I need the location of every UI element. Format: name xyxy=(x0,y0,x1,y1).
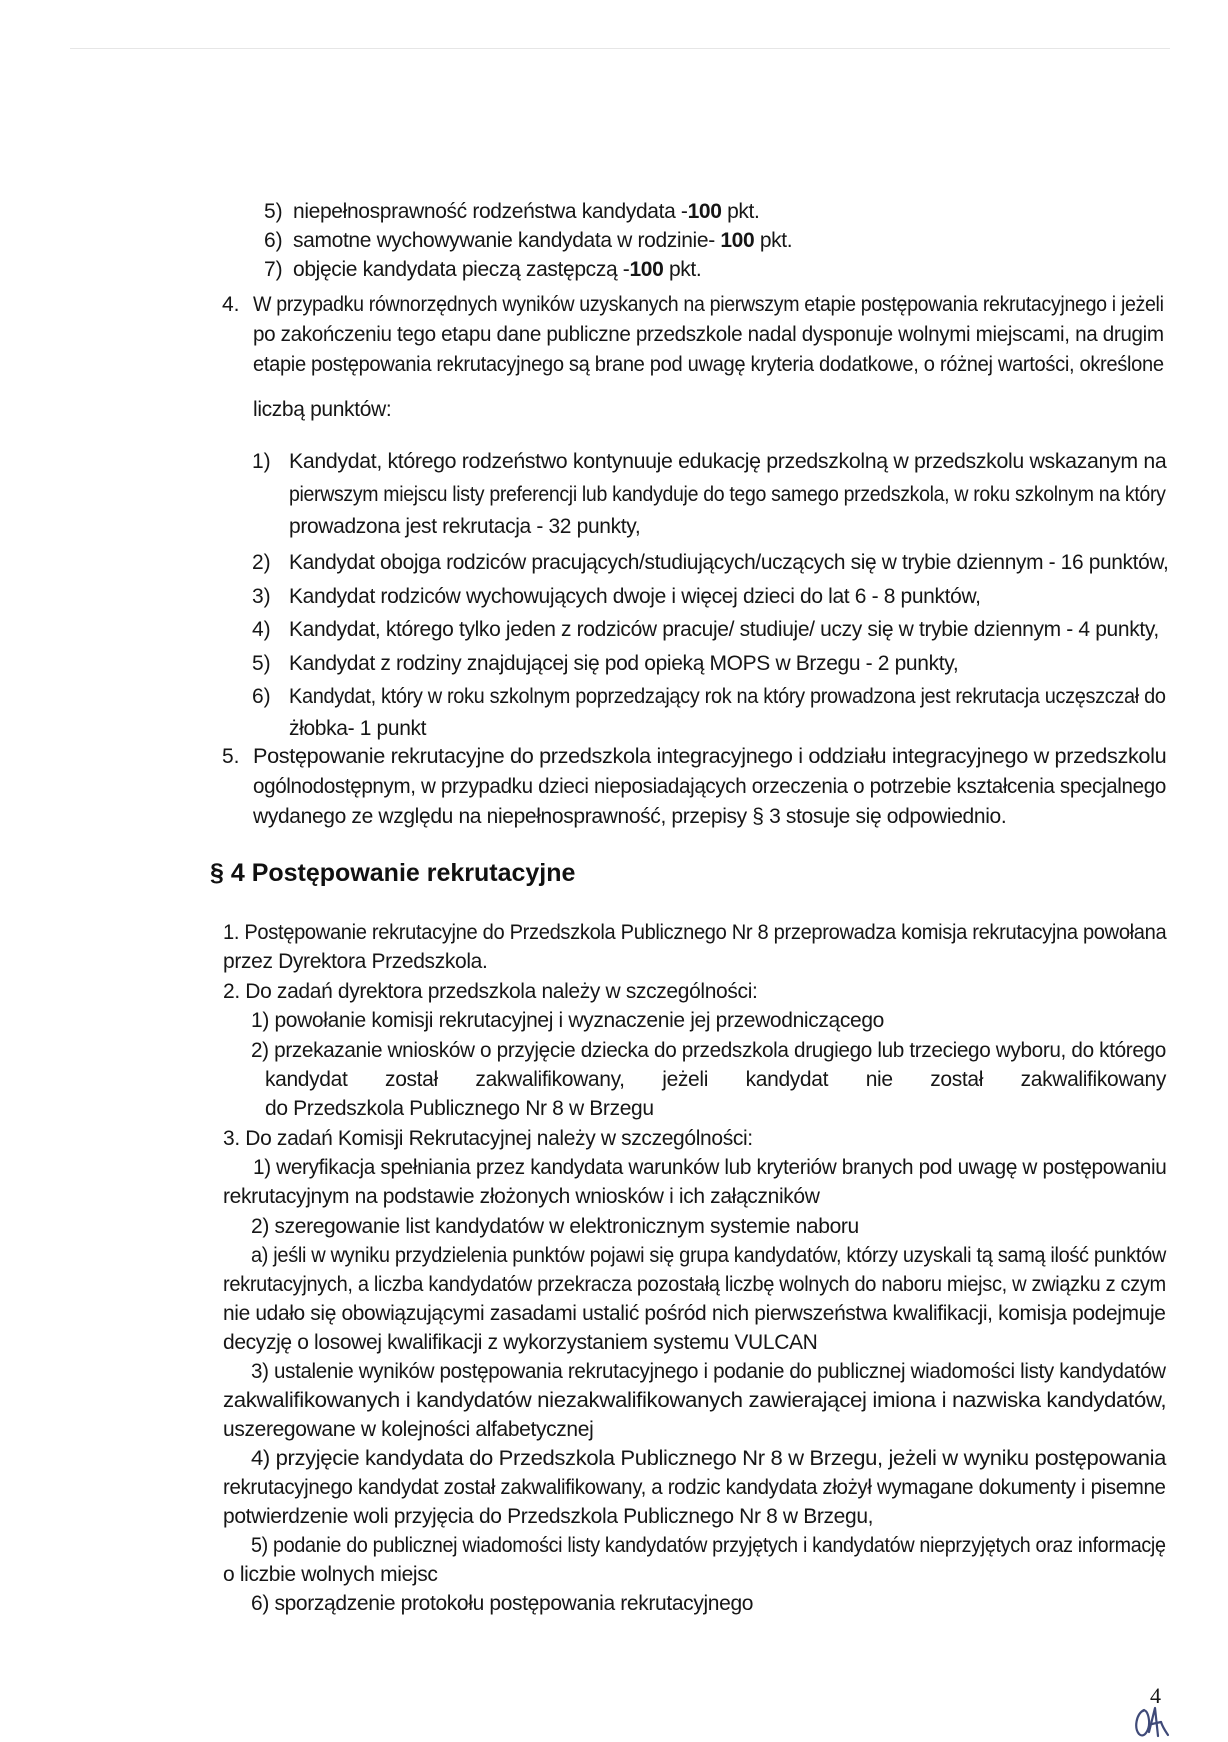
paragraph-line: ogólnodostępnym, w przypadku dzieci nieposiadających orzeczenia o potrzebie kształcenia specjalnego xyxy=(253,775,1166,798)
sub-item: uszeregowane w kolejności alfabetycznej xyxy=(223,1418,594,1441)
item-number: 4. xyxy=(222,293,240,316)
sub-item: do Przedszkola Publicznego Nr 8 w Brzegu xyxy=(265,1097,654,1120)
criterion-number: 6) xyxy=(252,685,271,708)
sub-item: 6) sporządzenie protokołu postępowania rekrutacyjnego xyxy=(251,1592,754,1615)
paragraph-line: wydanego ze względu na niepełnosprawność, przepisy § 3 stosuje się odpowiednio. xyxy=(253,805,1007,828)
criterion-text: pierwszym miejscu listy preferencji lub kandyduje do tego samego przedszkola, w roku szkolnym na który xyxy=(289,483,1166,506)
handwritten-initials xyxy=(1130,1702,1174,1742)
list-number: 5) xyxy=(264,200,283,223)
paragraph-line: liczbą punktów: xyxy=(253,398,392,421)
paragraph-line: 1. Postępowanie rekrutacyjne do Przedszkola Publicznego Nr 8 przeprowadza komisja rekrutacyjna powołana xyxy=(223,921,1167,944)
sub-item: 2) szeregowanie list kandydatów w elektronicznym systemie naboru xyxy=(251,1215,859,1238)
criterion-number: 5) xyxy=(252,652,271,675)
list-item-text: samotne wychowywanie kandydata w rodzinie- 100 pkt. xyxy=(293,229,793,252)
criterion-number: 2) xyxy=(252,551,271,574)
paragraph-line: przez Dyrektora Przedszkola. xyxy=(223,950,488,973)
section-heading: § 4 Postępowanie rekrutacyjne xyxy=(210,859,576,887)
criterion-number: 1) xyxy=(252,450,271,473)
criterion-text: Kandydat rodziców wychowujących dwoje i więcej dzieci do lat 6 - 8 punktów, xyxy=(289,585,981,608)
sub-item: potwierdzenie woli przyjęcia do Przedszkola Publicznego Nr 8 w Brzegu, xyxy=(223,1505,874,1528)
sub-item: 3) ustalenie wyników postępowania rekrutacyjnego i podanie do publicznej wiadomości listy kandydatów xyxy=(251,1360,1166,1383)
criterion-number: 3) xyxy=(252,585,271,608)
paragraph-line: 3. Do zadań Komisji Rekrutacyjnej należy w szczególności: xyxy=(223,1127,753,1150)
criterion-text: prowadzona jest rekrutacja - 32 punkty, xyxy=(289,515,641,538)
paragraph-line: etapie postępowania rekrutacyjnego są brane pod uwagę kryteria dodatkowe, o różnej wartości, określone xyxy=(253,353,1164,376)
sub-item: o liczbie wolnych miejsc xyxy=(223,1563,438,1586)
sub-item: 1) powołanie komisji rekrutacyjnej i wyznaczenie jej przewodniczącego xyxy=(251,1009,884,1032)
sub-item: rekrutacyjnych, a liczba kandydatów przekracza pozostałą liczbę wolnych do naboru miejsc, w związku z czym xyxy=(223,1273,1166,1296)
item-number: 5. xyxy=(222,745,240,768)
page-number: 4 xyxy=(1150,1683,1161,1708)
paragraph-line: 2. Do zadań dyrektora przedszkola należy w szczególności: xyxy=(223,980,758,1003)
sub-item: nie udało się obowiązującymi zasadami ustalić pośród nich pierwszeństwa kwalifikacji, komisja podejmuje xyxy=(223,1302,1166,1325)
sub-item: 4) przyjęcie kandydata do Przedszkola Publicznego Nr 8 w Brzegu, jeżeli w wyniku postępowania xyxy=(251,1447,1167,1470)
sub-item: zakwalifikowanych i kandydatów niezakwalifikowanych zawierającej imiona i nazwiska kandydatów, xyxy=(223,1389,1167,1412)
sub-item: rekrutacyjnym na podstawie złożonych wniosków i ich załączników xyxy=(223,1185,820,1208)
list-number: 7) xyxy=(264,258,283,281)
sub-item: 2) przekazanie wniosków o przyjęcie dziecka do przedszkola drugiego lub trzeciego wyboru, do którego xyxy=(251,1039,1166,1062)
paragraph-line: Postępowanie rekrutacyjne do przedszkola integracyjnego i oddziału integracyjnego w przedszkolu xyxy=(253,745,1167,768)
criterion-text: Kandydat, który w roku szkolnym poprzedzający rok na który prowadzona jest rekrutacja uczęszczał do xyxy=(289,685,1166,708)
criterion-text: żłobka- 1 punkt xyxy=(289,717,427,740)
list-item-text: objęcie kandydata pieczą zastępczą -100 pkt. xyxy=(293,258,702,281)
sub-item: decyzję o losowej kwalifikacji z wykorzystaniem systemu VULCAN xyxy=(223,1331,818,1354)
list-item-text: niepełnosprawność rodzeństwa kandydata -100 pkt. xyxy=(293,200,760,223)
list-number: 6) xyxy=(264,229,283,252)
sub-item: 1) weryfikacja spełniania przez kandydata warunków lub kryteriów branych pod uwagę w postępowaniu xyxy=(253,1156,1167,1179)
sub-item: rekrutacyjnego kandydat został zakwalifikowany, a rodzic kandydata złożył wymagane dokumenty i pisemne xyxy=(223,1476,1166,1499)
criterion-number: 4) xyxy=(252,618,271,641)
paragraph-line: W przypadku równorzędnych wyników uzyskanych na pierwszym etapie postępowania rekrutacyjnego i jeżeli xyxy=(253,293,1164,316)
scan-edge-line xyxy=(70,48,1170,49)
criterion-text: Kandydat obojga rodziców pracujących/studiujących/uczących się w trybie dziennym - 16 punktów, xyxy=(289,551,1169,574)
criterion-text: Kandydat, którego rodzeństwo kontynuuje edukację przedszkolną w przedszkolu wskazanym na xyxy=(289,450,1167,473)
criterion-text: Kandydat z rodziny znajdującej się pod opieką MOPS w Brzegu - 2 punkty, xyxy=(289,652,959,675)
sub-item-justified: kandydat został zakwalifikowany, jeżeli kandydat nie został zakwalifikowany xyxy=(265,1068,1166,1091)
sub-item: 5) podanie do publicznej wiadomości listy kandydatów przyjętych i kandydatów nieprzyjętych oraz informację xyxy=(251,1534,1166,1557)
criterion-text: Kandydat, którego tylko jeden z rodziców pracuje/ studiuje/ uczy się w trybie dziennym - 4 punkty, xyxy=(289,618,1159,641)
paragraph-line: po zakończeniu tego etapu dane publiczne przedszkole nadal dysponuje wolnymi miejscami, na drugim xyxy=(253,323,1164,346)
sub-item: a) jeśli w wyniku przydzielenia punktów pojawi się grupa kandydatów, którzy uzyskali tą samą ilość punktów xyxy=(251,1244,1167,1267)
